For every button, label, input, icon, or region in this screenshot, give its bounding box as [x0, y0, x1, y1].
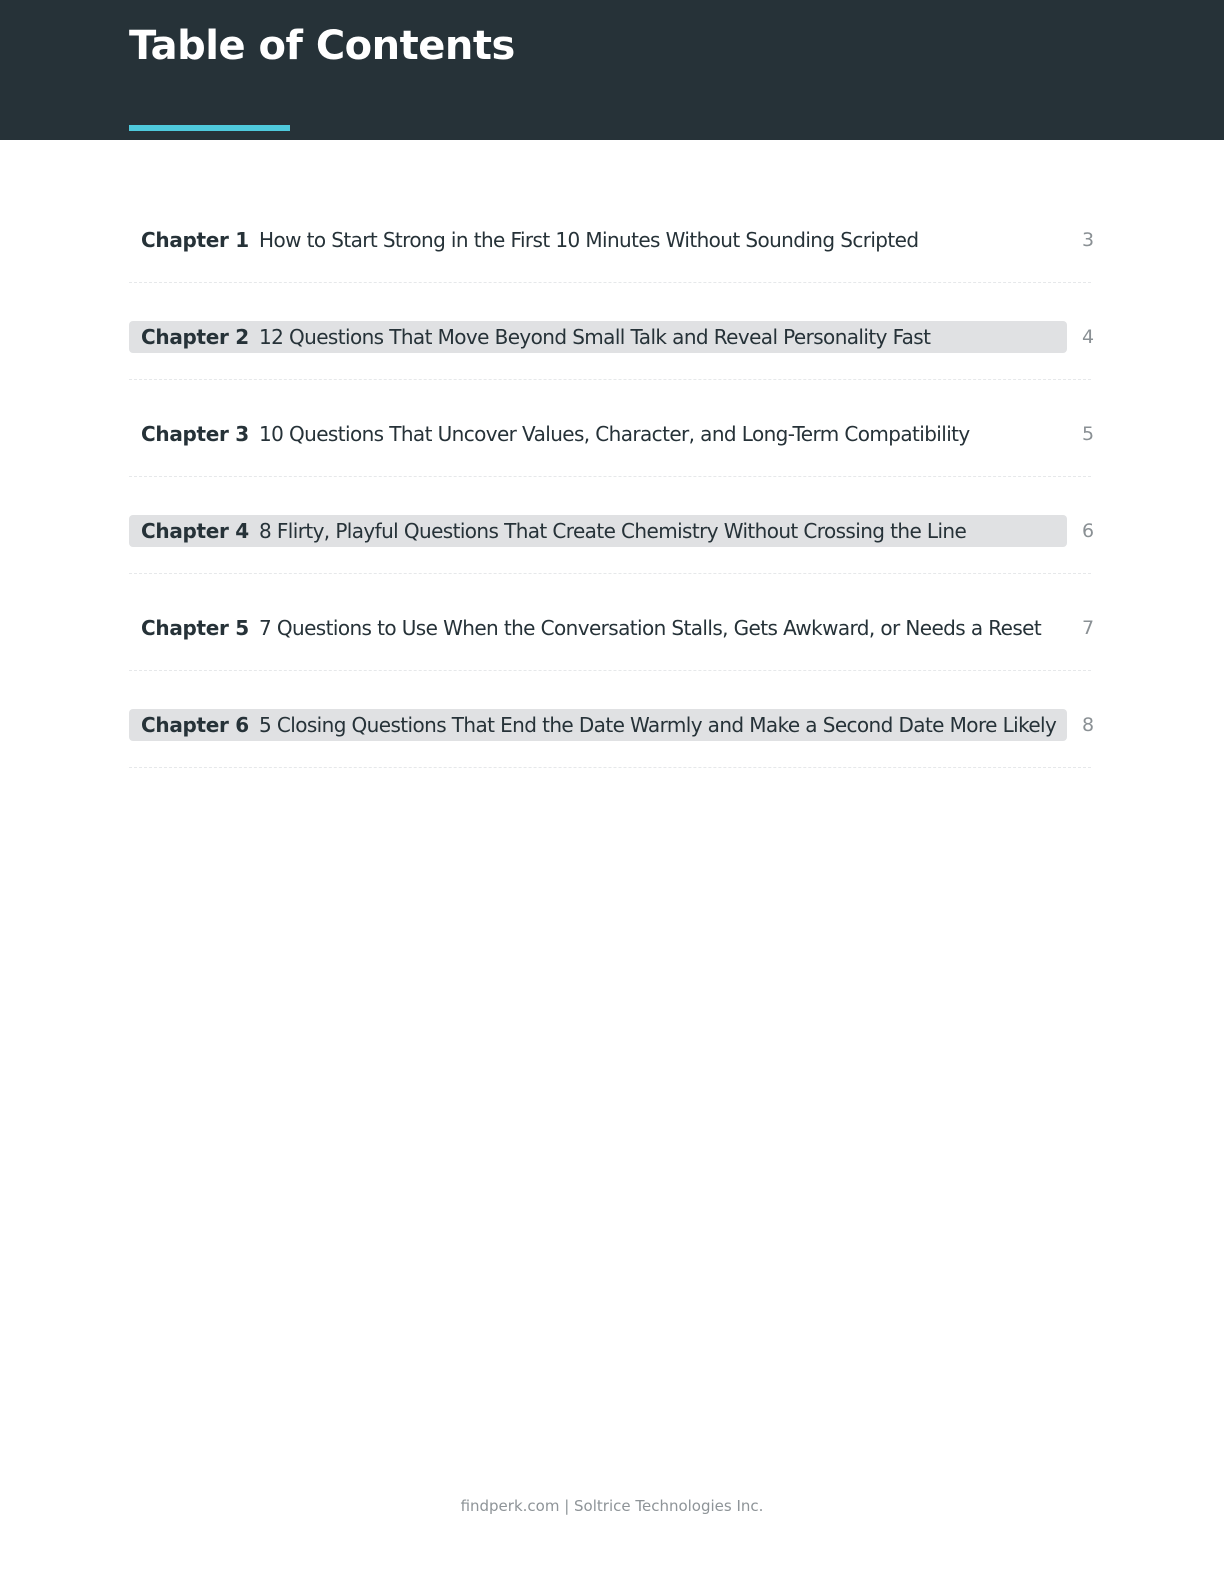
toc-entry-chapter-6[interactable]	[129, 678, 1095, 775]
toc-chapter-label: Chapter 1	[141, 228, 249, 252]
header-banner	[0, 0, 1224, 140]
page-footer: findperk.com | Soltrice Technologies Inc.	[460, 1497, 764, 1515]
toc-chapter-label: Chapter 3	[141, 422, 249, 446]
toc-chapter-title: 12 Questions That Move Beyond Small Talk and Reveal Personality Fast	[259, 325, 931, 349]
toc-chapter-title: How to Start Strong in the First 10 Minutes Without Sounding Scripted	[259, 228, 919, 252]
toc-page-number: 7	[1081, 617, 1095, 639]
toc-entry-chapter-3[interactable]	[129, 387, 1095, 484]
toc-page-number: 3	[1081, 229, 1095, 251]
toc-chapter-title: 7 Questions to Use When the Conversation Stalls, Gets Awkward, or Needs a Reset	[259, 616, 1042, 640]
toc-chapter-title: 8 Flirty, Playful Questions That Create Chemistry Without Crossing the Line	[259, 519, 967, 543]
toc-chapter-label: Chapter 2	[141, 325, 249, 349]
toc-chapter-label: Chapter 4	[141, 519, 249, 543]
toc-entry-chapter-4[interactable]	[129, 484, 1095, 581]
table-of-contents	[129, 193, 1095, 775]
toc-page-number: 5	[1081, 423, 1095, 445]
toc-page-number: 8	[1081, 714, 1095, 736]
toc-entry-chapter-5[interactable]	[129, 581, 1095, 678]
toc-entry-chapter-1[interactable]	[129, 193, 1095, 290]
title-accent-bar	[129, 125, 290, 131]
toc-entry-chapter-2[interactable]	[129, 290, 1095, 387]
toc-chapter-label: Chapter 6	[141, 713, 249, 737]
toc-chapter-title: 5 Closing Questions That End the Date Warmly and Make a Second Date More Likely	[259, 713, 1057, 737]
toc-chapter-title: 10 Questions That Uncover Values, Character, and Long-Term Compatibility	[259, 422, 970, 446]
toc-page-number: 4	[1081, 326, 1095, 348]
toc-chapter-label: Chapter 5	[141, 616, 249, 640]
toc-page-number: 6	[1081, 520, 1095, 542]
page-title: Table of Contents	[129, 23, 515, 69]
